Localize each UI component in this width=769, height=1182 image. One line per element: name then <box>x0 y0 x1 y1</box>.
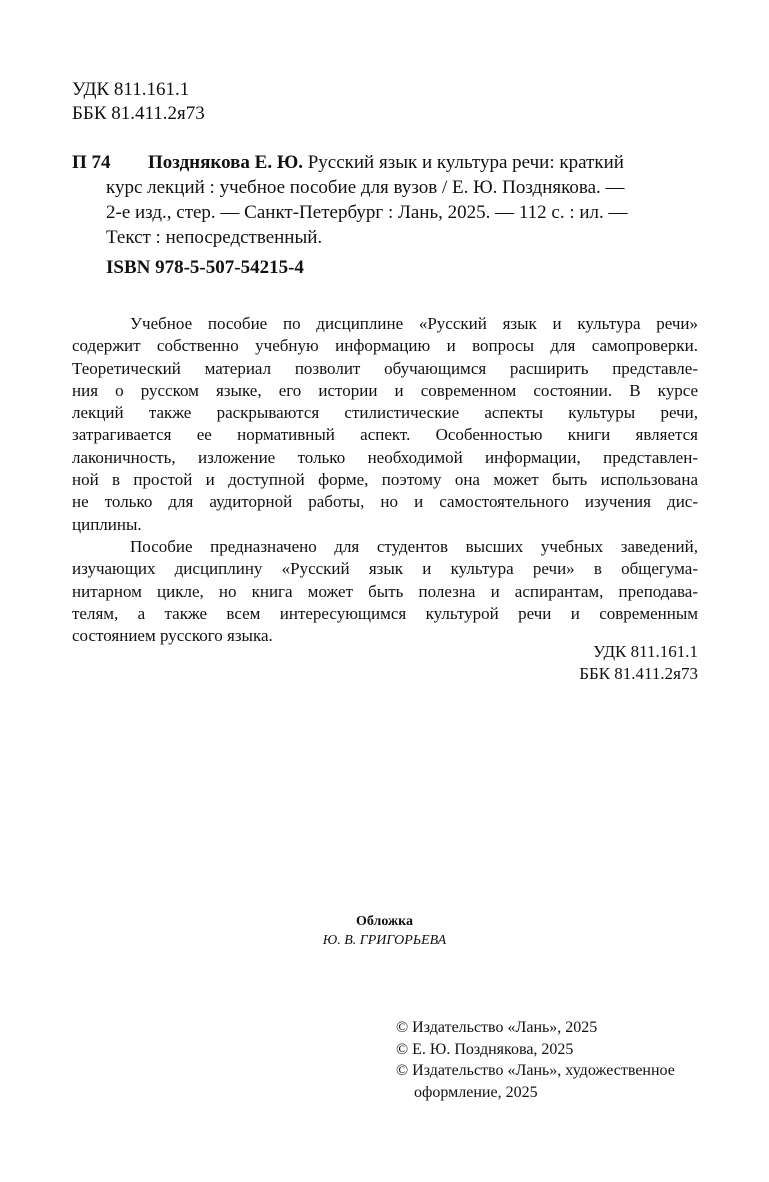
annotation-line: Учебное пособие по дисциплине «Русский язык и культура речи» <box>130 314 698 333</box>
annotation <box>72 313 698 647</box>
cover-designer: Ю. В. ГРИГОРЬЕВА <box>322 933 447 948</box>
copyright-line: © Издательство «Лань», художественное <box>396 1062 675 1079</box>
biblio-line: Текст : непосредственный. <box>106 227 323 248</box>
annotation-line: изучающих дисциплину «Русский язык и культура речи» в общегума- <box>72 559 698 579</box>
classification-codes-bottom <box>579 641 698 685</box>
annotation-line: затрагивается ее нормативный аспект. Особенностью книги является <box>72 425 698 445</box>
udk-code: УДК 811.161.1 <box>72 79 190 100</box>
copyright-line: © Издательство «Лань», 2025 <box>396 1019 598 1036</box>
annotation-line: телям, а также всем интересующимся культурой речи и современным <box>72 603 698 623</box>
annotation-line: Теоретический материал позволит обучающимся расширить представле- <box>72 358 698 378</box>
bibliographic-record <box>106 150 698 250</box>
isbn: ISBN 978-5-507-54215-4 <box>106 257 304 278</box>
cover-credit <box>0 912 769 950</box>
biblio-line <box>106 150 698 175</box>
author-mark: П 74 <box>72 152 111 173</box>
annotation-line: лекций также раскрываются стилистические аспекты культуры речи, <box>72 403 698 423</box>
author-name: Позднякова Е. Ю. <box>148 152 303 173</box>
copyright-notices <box>396 1017 675 1103</box>
annotation-line: содержит собственно учебную информацию и вопросы для самопроверки. <box>72 336 698 356</box>
copyright-line: © Е. Ю. Позднякова, 2025 <box>396 1040 574 1058</box>
annotation-line: нитарном цикле, но книга может быть полезна и аспирантам, преподава- <box>72 581 698 601</box>
biblio-line: 2-е изд., стер. — Санкт-Петербург : Лань, 2025. — 112 с. : ил. — <box>106 202 628 223</box>
copyright-line: оформление, 2025 <box>414 1083 538 1101</box>
annotation-line: ния о русском языке, его истории и современном состоянии. В курсе <box>72 380 698 400</box>
annotation-line: состоянием русского языка. <box>72 626 273 646</box>
cover-label: Обложка <box>355 914 414 929</box>
udk-code: УДК 811.161.1 <box>593 642 698 661</box>
annotation-line: ной в простой и доступной форме, поэтому она может быть использована <box>72 470 698 490</box>
annotation-line: лаконичность, изложение только необходимой информации, представлен- <box>72 447 698 467</box>
title-text: Русский язык и культура речи: краткий <box>302 152 624 173</box>
annotation-line: циплины. <box>72 514 142 534</box>
bbk-code: ББК 81.411.2я73 <box>72 103 205 124</box>
classification-codes-top <box>72 78 205 126</box>
bbk-code: ББК 81.411.2я73 <box>579 664 698 683</box>
annotation-line: не только для аудиторной работы, но и самостоятельного изучения дис- <box>72 492 698 512</box>
biblio-line: курс лекций : учебное пособие для вузов / Е. Ю. Позднякова. — <box>106 177 625 198</box>
annotation-line: Пособие предназначено для студентов высших учебных заведений, <box>130 536 698 556</box>
